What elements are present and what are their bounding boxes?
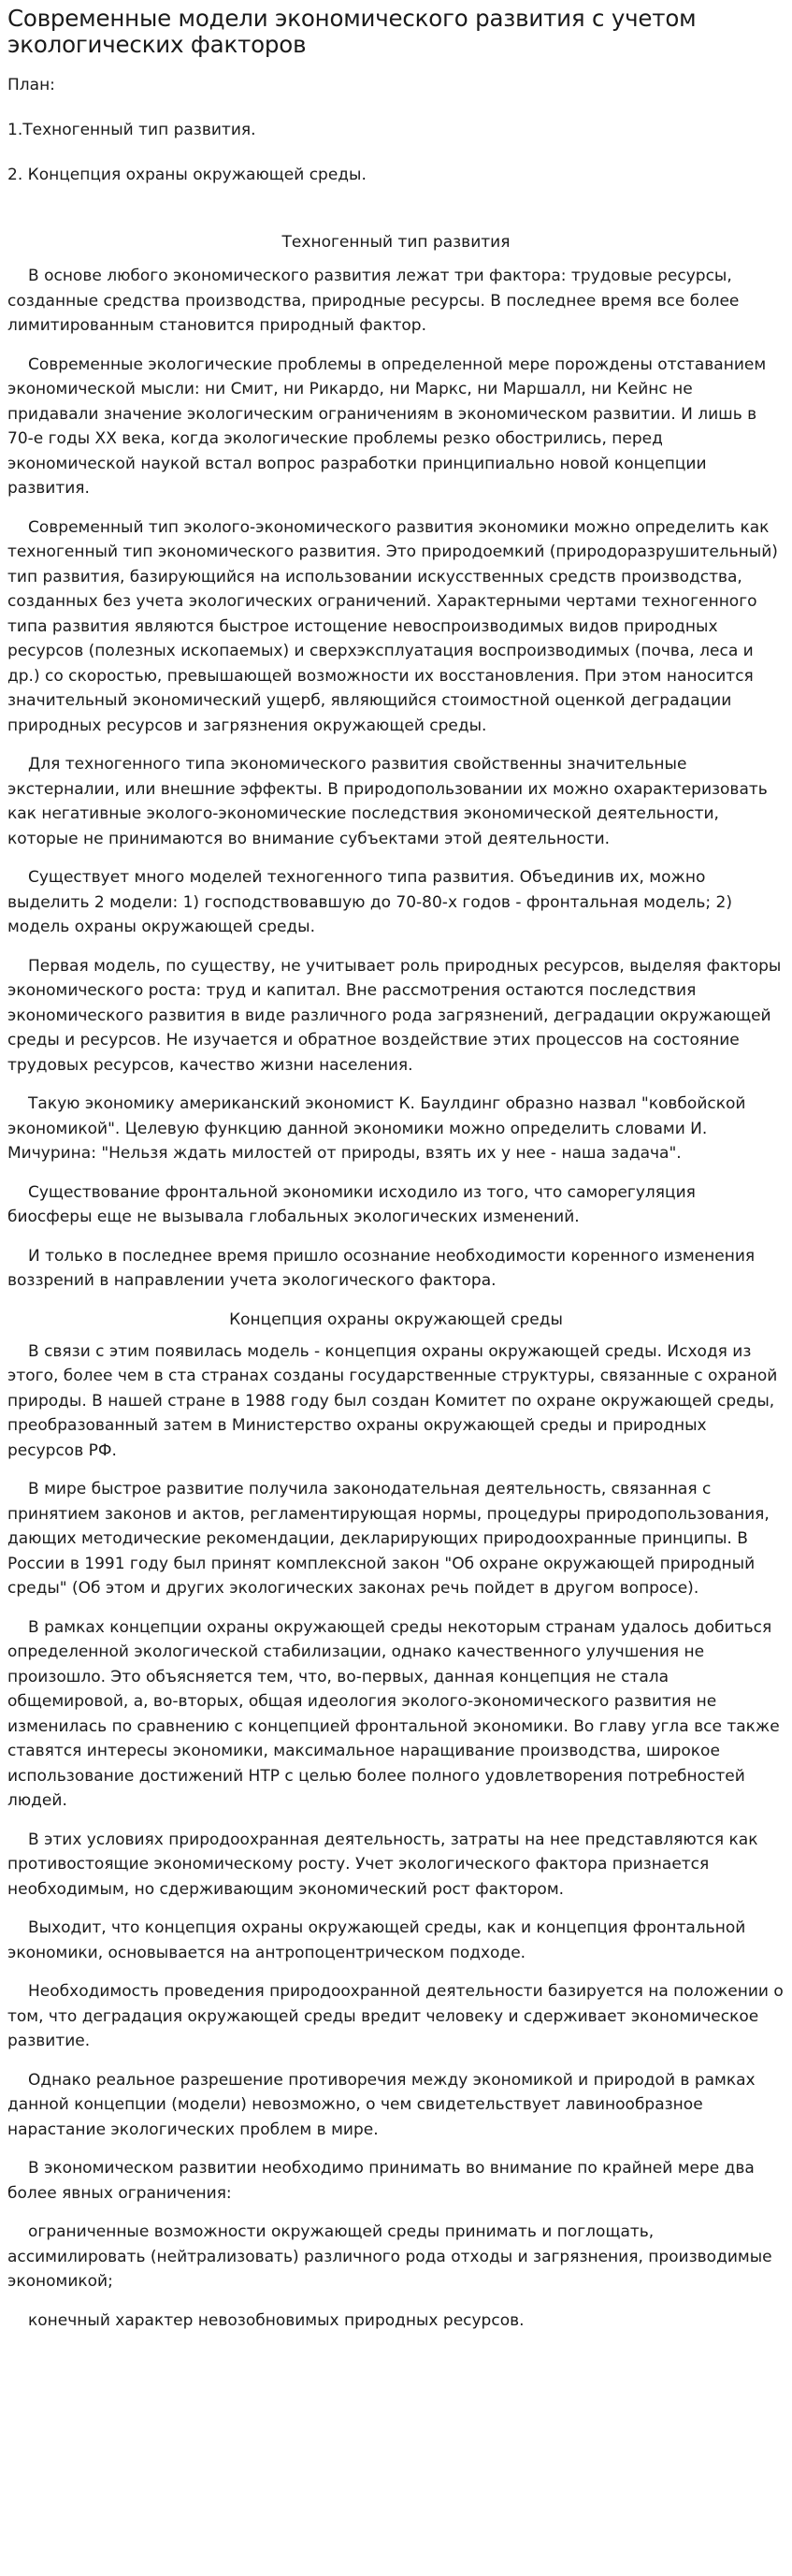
paragraph: В связи с этим появилась модель - концепция охраны окружающей среды. Исходя из этого, более чем в ста странах созданы государственные структуры, связанные с охраной природы. В нашей стране в 1988 году был создан Комитет по охране окружающей среды, преобразованный затем в Министерство охраны окружающей среды и природных ресурсов РФ. [7,1341,778,1460]
plan-item: 1.Техногенный тип развития. [7,121,256,139]
paragraph: Выходит, что концепция охраны окружающей среды, как и концепция фронтальной экономики, основывается на антропоцентрическом подходе. [7,1918,746,1962]
section-heading-technogenic: Техногенный тип развития [281,233,511,252]
paragraph: Однако реальное разрешение противоречия между экономикой и природой в рамках данной концепции (модели) невозможно, о чем свидетельствует лавинообразное нарастание экологических проблем в мире. [7,2070,756,2139]
paragraph: Необходимость проведения природоохранной деятельности базируется на положении о том, что деградация окружающей среды вредит человеку и сдерживает экономическое развитие. [7,1982,784,2050]
paragraph: В экономическом развитии необходимо принимать во внимание по крайней мере два более явных ограничения: [7,2159,755,2203]
paragraph: Первая модель, по существу, не учитывает роль природных ресурсов, выделяя факторы экономического роста: труд и капитал. Вне рассмотрения остаются последствия экономического развития в виде различного рода загрязнений, деградации окружающей среды и ресурсов. Не изучается и обратное воздействие этих процессов на состояние трудовых ресурсов, качество жизни населения. [7,956,782,1075]
document-title: Современные модели экономического развития с учетом экологических факторов [7,5,697,58]
paragraph: Такую экономику американский экономист К. Баулдинг образно назвал "ковбойской экономикой". Целевую функцию данной экономики можно определить словами И. Мичурина: "Нельзя ждать милостей от природы, взять их у нее - наша задача". [7,1094,746,1163]
paragraph: Существование фронтальной экономики исходило из того, что саморегуляция биосферы еще не вызывала глобальных экологических изменений. [7,1182,696,1226]
paragraph: В рамках концепции охраны окружающей среды некоторым странам удалось добиться определенной экологической стабилизации, однако качественного улучшения не произошло. Это объясняется тем, что, во-первых, данная концепция не стала общемировой, а, во-вторых, общая идеология эколого-экономического развития не изменилась по сравнению с концепцией фронтальной экономики. Во главу угла все также ставятся интересы экономики, максимальное наращивание производства, широкое использование достижений НТР с целью более полного удовлетворения потребностей людей. [7,1617,780,1810]
paragraph: И только в последнее время пришло осознание необходимости коренного изменения воззрений в направлении учета экологического фактора. [7,1246,756,1290]
plan-label: План: [7,76,55,94]
plan-item: 2. Концепция охраны окружающей среды. [7,166,367,184]
paragraph: Современные экологические проблемы в определенной мере порождены отставанием экономической мысли: ни Смит, ни Рикардо, ни Маркс, ни Маршалл, ни Кейнс не придавали значение экологическим ограничениям в экономическом развитии. И лишь в 70-е годы XX века, когда экологические проблемы резко обострились, перед экономической наукой встал вопрос разработки принципиально новой концепции развития. [7,355,767,498]
paragraph: Для техногенного типа экономического развития свойственны значительные экстерналии, или внешние эффекты. В природопользовании их можно охарактеризовать как негативные эколого-экономические последствия экономической деятельности, которые не принимаются во внимание субъектами этой деятельности. [7,755,768,848]
paragraph: Современный тип эколого-экономического развития экономики можно определить как техногенный тип экономического развития. Это природоемкий (природоразрушительный) тип развития, базирующийся на использовании искусственных средств производства, созданных без учета экологических ограничений. Характерными чертами техногенного типа развития являются быстрое истощение невоспроизводимых видов природных ресурсов (полезных ископаемых) и сверхэксплуатация воспроизводимых (почва, леса и др.) со скоростью, превышающей возможности их восстановления. При этом наносится значительный экономический ущерб, являющийся стоимостной оценкой деградации природных ресурсов и загрязнения окружающей среды. [7,517,778,735]
paragraph: В мире быстрое развитие получила законодательная деятельность, связанная с принятием законов и актов, регламентирующая нормы, процедуры природопользования, дающих методические рекомендации, декларирующих природоохранные принципы. В России в 1991 году был принят комплексной закон "Об охране окружающей природный среды" (Об этом и других экологических законах речь пойдет в другом вопросе). [7,1480,770,1598]
list-item: ограниченные возможности окружающей среды принимать и поглощать, ассимилировать (нейтрализовать) различного рода отходы и загрязнения, производимые экономикой; [7,2222,772,2291]
section-heading-environment: Концепция охраны окружающей среды [229,1310,563,1329]
list-item: конечный характер невозобновимых природных ресурсов. [28,2310,525,2330]
paragraph: В этих условиях природоохранная деятельность, затраты на нее представляются как противостоящие экономическому росту. Учет экологического фактора признается необходимым, но сдерживающим экономический рост фактором. [7,1830,758,1899]
paragraph: Существует много моделей техногенного типа развития. Объединив их, можно выделить 2 модели: 1) господствовавшую до 70-80-х годов - фронтальная модель; 2) модель охраны окружающей среды. [7,868,732,936]
paragraph: В основе любого экономического развития лежат три фактора: трудовые ресурсы, созданные средства производства, природные ресурсы. В последнее время все более лимитированным становится природный фактор. [7,267,740,335]
